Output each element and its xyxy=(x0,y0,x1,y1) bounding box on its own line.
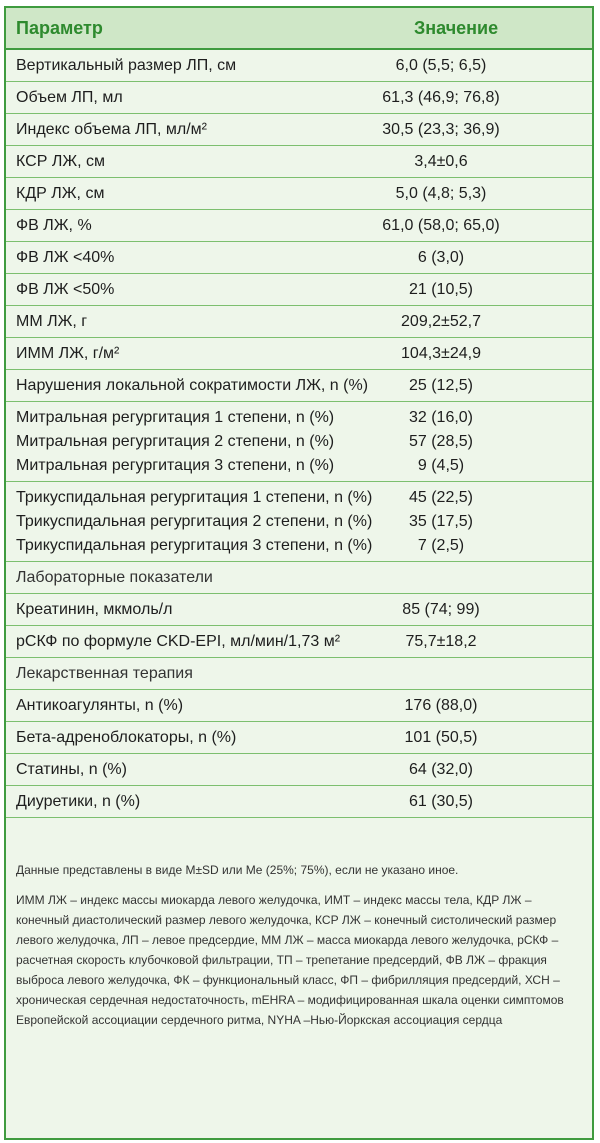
value-cell: 7 (2,5) xyxy=(417,537,465,554)
parameter-cell: КСР ЛЖ, см xyxy=(16,153,105,170)
parameter-cell: Антикоагулянты, n (%) xyxy=(16,697,184,714)
parameter-cell: Митральная регургитация 3 степени, n (%) xyxy=(16,457,335,474)
value-cell: 21 (10,5) xyxy=(408,281,474,298)
value-cell: 64 (32,0) xyxy=(408,761,474,778)
value-cell: 35 (17,5) xyxy=(408,513,474,530)
row-line xyxy=(6,54,592,78)
table-row xyxy=(6,242,592,274)
parameter-cell: Бета-адреноблокаторы, n (%) xyxy=(16,729,237,746)
header-param: Параметр xyxy=(16,18,103,38)
table-row xyxy=(6,786,592,818)
value-cell: 209,2±52,7 xyxy=(401,313,481,330)
parameter-cell: КДР ЛЖ, см xyxy=(16,185,105,202)
table-row xyxy=(6,82,592,114)
value-cell: 6,0 (5,5; 6,5) xyxy=(395,57,487,74)
section-row xyxy=(6,658,592,690)
parameter-cell: ФВ ЛЖ, % xyxy=(16,217,92,234)
table-row xyxy=(6,210,592,242)
row-line xyxy=(6,510,592,534)
parameter-cell: ИММ ЛЖ, г/м² xyxy=(16,345,120,362)
row-line xyxy=(6,790,592,814)
table-row xyxy=(6,722,592,754)
table-header xyxy=(6,8,592,50)
value-cell: 6 (3,0) xyxy=(417,249,465,266)
row-line xyxy=(6,758,592,782)
row-line xyxy=(6,486,592,510)
value-cell: 32 (16,0) xyxy=(408,409,474,426)
value-cell: 57 (28,5) xyxy=(408,433,474,450)
parameter-cell: Диуретики, n (%) xyxy=(16,793,141,810)
value-cell: 3,4±0,6 xyxy=(414,153,468,170)
row-line xyxy=(6,726,592,750)
row-line xyxy=(6,278,592,302)
parameter-cell: ФВ ЛЖ <50% xyxy=(16,281,115,298)
table-row xyxy=(6,626,592,658)
value-cell: 176 (88,0) xyxy=(404,697,478,714)
table-row xyxy=(6,114,592,146)
parameter-cell: Трикуспидальная регургитация 1 степени, n (%) xyxy=(16,489,373,506)
value-cell: 101 (50,5) xyxy=(404,729,478,746)
parameter-cell: Трикуспидальная регургитация 3 степени, n (%) xyxy=(16,537,373,554)
value-cell: 25 (12,5) xyxy=(408,377,474,394)
parameter-cell: Митральная регургитация 1 степени, n (%) xyxy=(16,409,335,426)
table-row xyxy=(6,482,592,562)
row-line xyxy=(6,118,592,142)
row-line xyxy=(6,86,592,110)
table-row xyxy=(6,50,592,82)
row-line xyxy=(6,246,592,270)
section-title: Лекарственная терапия xyxy=(16,665,193,682)
row-line xyxy=(6,566,592,590)
table-row xyxy=(6,306,592,338)
parameter-cell: Вертикальный размер ЛП, см xyxy=(16,57,237,74)
table-row xyxy=(6,146,592,178)
value-cell: 5,0 (4,8; 5,3) xyxy=(395,185,487,202)
row-line xyxy=(6,630,592,654)
row-line xyxy=(6,662,592,686)
row-line xyxy=(6,694,592,718)
table-notes xyxy=(16,860,582,1040)
parameter-cell: Трикуспидальная регургитация 2 степени, n (%) xyxy=(16,513,373,530)
section-row xyxy=(6,562,592,594)
row-line xyxy=(6,342,592,366)
parameter-cell: Статины, n (%) xyxy=(16,761,127,778)
parameter-cell: Митральная регургитация 2 степени, n (%) xyxy=(16,433,335,450)
table-row xyxy=(6,178,592,210)
table-body xyxy=(6,50,592,818)
value-cell: 9 (4,5) xyxy=(417,457,465,474)
value-cell: 104,3±24,9 xyxy=(401,345,481,362)
row-line xyxy=(6,374,592,398)
table-frame xyxy=(4,6,594,1140)
value-cell: 30,5 (23,3; 36,9) xyxy=(382,121,500,138)
section-title: Лабораторные показатели xyxy=(16,569,213,586)
value-cell: 75,7±18,2 xyxy=(405,633,477,650)
value-cell: 61 (30,5) xyxy=(408,793,474,810)
parameter-cell: ФВ ЛЖ <40% xyxy=(16,249,115,266)
parameter-cell: Индекс объема ЛП, мл/м² xyxy=(16,121,207,138)
table-row xyxy=(6,338,592,370)
header-value: Значение xyxy=(414,18,499,38)
value-cell: 45 (22,5) xyxy=(408,489,474,506)
row-line xyxy=(6,310,592,334)
row-line xyxy=(6,598,592,622)
row-line xyxy=(6,406,592,430)
value-cell: 61,0 (58,0; 65,0) xyxy=(382,217,500,234)
row-line xyxy=(6,214,592,238)
data-note: Данные представлены в виде M±SD или Me (25%; 75%), если не указано иное. xyxy=(16,863,459,877)
table-row xyxy=(6,402,592,482)
value-cell: 61,3 (46,9; 76,8) xyxy=(382,89,500,106)
parameter-cell: Креатинин, мкмоль/л xyxy=(16,601,173,618)
row-line xyxy=(6,182,592,206)
abbreviations-note: ИММ ЛЖ – индекс массы миокарда левого желудочка, ИМТ – индекс массы тела, КДР ЛЖ – конечный диастолический размер левого желудочка, КСР ЛЖ – конечный систолический размер левого желудочка, ЛП – левое предсердие, ММ ЛЖ – масса миокарда левого желудочка, рСКФ – расчетная скорость клубочковой фильтрации, ТП – трепетание предсердий, ФВ ЛЖ – фракция выброса левого желудочка, ФК – функциональный класс, ФП – фибрилляция предсердий, ХСН – хроническая сердечная недостаточность, mEHRA – модифицированная шкала оценки симптомов Европейской ассоциации сердечного ритма, NYHA –Нью-Йоркская ассоциация сердца xyxy=(16,893,564,1027)
value-cell: 85 (74; 99) xyxy=(402,601,480,618)
table-row xyxy=(6,274,592,306)
table-row xyxy=(6,594,592,626)
parameter-cell: Объем ЛП, мл xyxy=(16,89,123,106)
parameter-cell: рСКФ по формуле CKD-EPI, мл/мин/1,73 м² xyxy=(16,633,341,650)
row-line xyxy=(6,534,592,558)
parameter-cell: ММ ЛЖ, г xyxy=(16,313,88,330)
table-row xyxy=(6,370,592,402)
row-line xyxy=(6,454,592,478)
row-line xyxy=(6,430,592,454)
table-row xyxy=(6,690,592,722)
row-line xyxy=(6,150,592,174)
table-row xyxy=(6,754,592,786)
parameter-cell: Нарушения локальной сократимости ЛЖ, n (%) xyxy=(16,377,369,394)
